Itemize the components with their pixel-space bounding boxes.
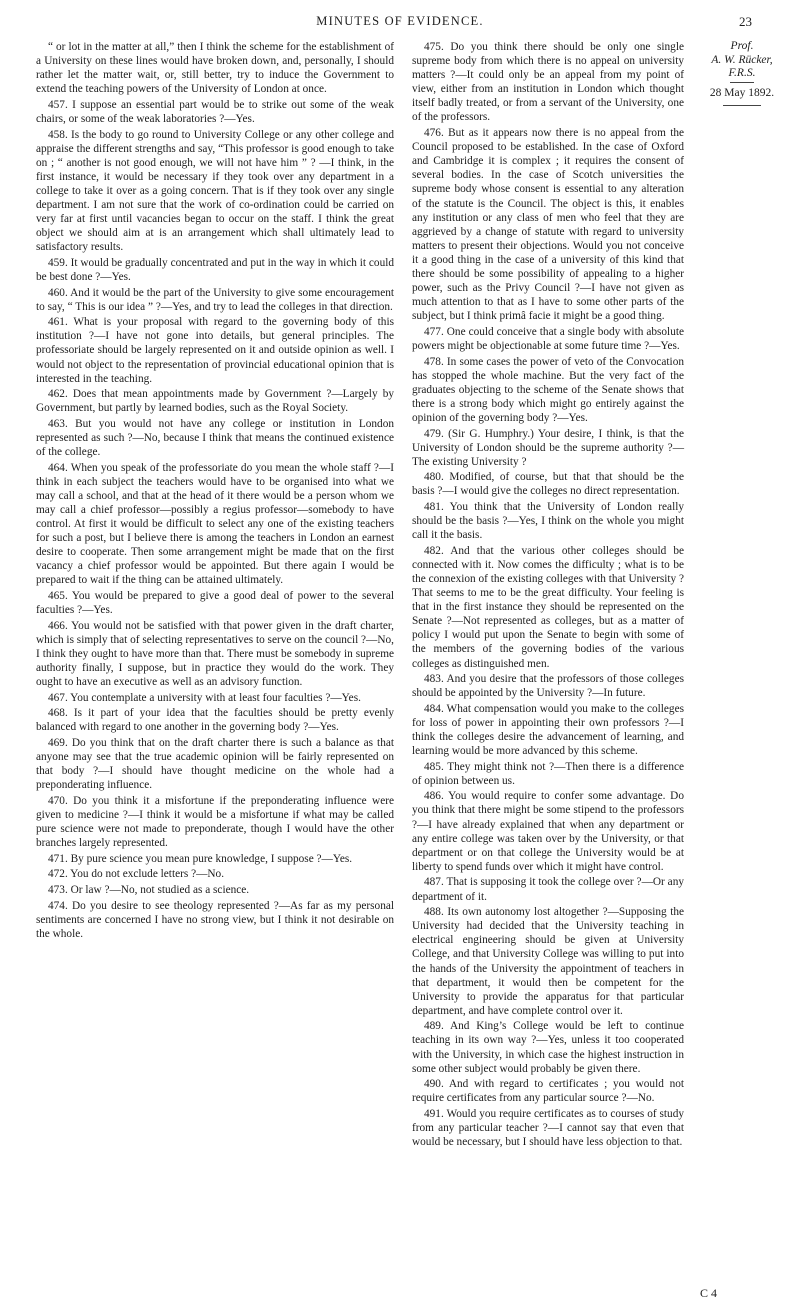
paragraph: 489. And King’s College would be left to continue teaching in its own way ?—Yes, unless it too cooperated with the University, in which case the highest instruction in some other subject would probably be given there. <box>412 1020 684 1075</box>
margin-divider <box>730 82 754 83</box>
paragraph: 475. Do you think there should be only one single supreme body from which there is no appeal on university matters ?—It could only be an appeal from my point of view, either from an institution in London which thought itself badly treated, or from a servant of the University, one of the professors. <box>412 41 684 124</box>
paragraph: 467. You contemplate a university with at least four faculties ?—Yes. <box>48 691 361 704</box>
paragraph: 469. Do you think that on the draft charter there is such a balance as that anyone may see that the true academic opinion will be fairly represented on that body ?—I should have thought medicine on the whole had a preponderating influence. <box>36 737 394 792</box>
left-column <box>36 40 394 942</box>
paragraph: 461. What is your proposal with regard to the governing body of this institution ?—I have not gone into details, but general principles. The professoriate should be largely represented on it and outside opinion as well. I would not object to the representation of provincial educational opinion that is interested in the teaching. <box>36 316 394 385</box>
paragraph: 490. And with regard to certificates ; you would not require certificates from any particular source ?—No. <box>412 1078 684 1105</box>
paragraph: 476. But as it appears now there is no appeal from the Council proposed to be established. In the case of Oxford and Cambridge it is complex ; it requires the consent of several bodies. In the case of Scotch universities the supreme body whose consent is essential to any alteration of the statute is the Council. The object is this, it enables any institution or any class of men who feel that they are aggrieved by a change of statute with regard to university matters to present their objections. Would you not conceive it a good thing in the case of a university of this kind that there should be some possibility of appealing to a higher power, such as the Privy Council ?—I have not given as much attention to that as I have to some other parts of the subject, but I think primâ facie it might be a good thing. <box>412 127 684 323</box>
witness-title: F.R.S. <box>728 67 756 79</box>
paragraph: 465. You would be prepared to give a good deal of power to the several faculties ?—Yes. <box>36 590 394 617</box>
paragraph: 483. And you desire that the professors of those colleges should be appointed by the University ?—In future. <box>412 673 684 700</box>
paragraph: “ or lot in the matter at all,” then I think the scheme for the establishment of a University on these lines would have broken down, and, personally, I should rather let the matter wait, or, still better, try to induce the Government to extend the teaching powers of the University of London at once. <box>36 41 394 96</box>
paragraph: 463. But you would not have any college or institution in London represented as such ?—No, because I think that means the continued existence of the college. <box>36 417 394 459</box>
paragraph: 457. I suppose an essential part would be to strike out some of the weak chairs, or some of the weak laboratories ?—Yes. <box>36 98 394 125</box>
paragraph: 472. You do not exclude letters ?—No. <box>48 868 225 881</box>
printer-signature: C 4 <box>700 1286 718 1300</box>
paragraph: 466. You would not be satisfied with that power given in the draft charter, which is simply that of selecting representatives to serve on the council ?—No, I think they ought to have more than that. There must be somebody in supreme authority finally, I suppose, but in practice they would do the work. They ought to have an executive as well as an advisory function. <box>36 619 394 689</box>
paragraph: 481. You think that the University of London really should be the basis ?—Yes, I think on the whole you might call it the basis. <box>412 501 684 542</box>
paragraph: 479. (Sir G. Humphry.) Your desire, I think, is that the University of London should be the supreme authority ?—The existing University ? <box>412 427 684 468</box>
paragraph: 460. And it would be the part of the University to give some encouragement to say, “ This is our idea ” ?—Yes, and try to lead the colleges in that direction. <box>36 286 394 313</box>
margin-divider <box>723 105 761 106</box>
paragraph: 464. When you speak of the professoriate do you mean the whole staff ?—I think in each subject the teachers would have to be organised into what we may call a school, and that at the head of it there would be a person whom we may call a chief professor—possibly a regius professor—somebody to have control. At first it would be difficult to select any one of the existing teachers for such a post, but I believe there is among the teachers in London an earnest desire to cooperate. Then some arrangement might be made that on the first vacancy a chief professor would be appointed. But there again I would be prepared to wait if the thing can be attained ultimately. <box>36 461 394 587</box>
paragraph: 470. Do you think it a misfortune if the preponderating influence were given to medicine ?—I think it would be a misfortune if what may be called pure science were not made to preponderate, though I would have the other branches largely represented. <box>36 794 394 850</box>
paragraph: 491. Would you require certificates as to courses of study from any particular teacher ?—I cannot say that even that would be necessary, but I should have less objection to that. <box>412 1107 684 1149</box>
paragraph: 459. It would be gradually concentrated and put in the way in which it could be best done ?—Yes. <box>36 256 394 283</box>
witness-margin-note <box>690 40 794 106</box>
paragraph: 473. Or law ?—No, not studied as a science. <box>48 883 250 896</box>
witness-role: Prof. <box>730 40 754 52</box>
running-title: MINUTES OF EVIDENCE. <box>316 14 484 28</box>
paragraph: 482. And that the various other colleges should be connected with it. Now comes the difficulty ; what is to be the connexion of the existing colleges with that University ? That seems to me to be the great difficulty. Your feeling is that in the first instance they should be represented on the Senate ?—Not represented as colleges, but as a matter of policy I would put upon the Senate to begin with some of the members of the governing bodies of the various colleges as distinguished men. <box>412 544 685 670</box>
session-date: 28 May 1892. <box>709 86 775 99</box>
paragraph: 474. Do you desire to see theology represented ?—As far as my personal sentiments are concerned I have no strong view, but I think it not desirable on the whole. <box>36 899 394 940</box>
paragraph: 477. One could conceive that a single body with absolute powers might be objectionable at some future time ?—Yes. <box>412 325 684 352</box>
page-header <box>0 14 800 34</box>
paragraph: 488. Its own autonomy lost altogether ?—Supposing the University had decided that the University teaching in electrical engineering should be given at University College, and that University College was willing to put into the hands of the University the appointment of teachers in that department, it would then be competent for the University to provide the apparatus for that particular department, and have complete control over it. <box>412 906 684 1017</box>
page-number: 23 <box>739 14 752 29</box>
paragraph: 471. By pure science you mean pure knowledge, I suppose ?—Yes. <box>48 852 353 865</box>
right-column <box>412 40 684 1151</box>
paragraph: 486. You would require to confer some advantage. Do you think that there might be some stipend to the professors ?—I have already explained that when any department or any entire college was taken over by the University, or that department or on that college the University would be at liberty to spend funds over which it might have control. <box>412 790 684 873</box>
paragraph: 462. Does that mean appointments made by Government ?—Largely by Government, but partly by learned bodies, such as the Royal Society. <box>36 388 394 415</box>
paragraph: 478. In some cases the power of veto of the Convocation has stopped the whole machine. But the very fact of the graduates objecting to the scheme of the Senate shows that there is a strong body which might go entirely against the opinion of the governing body ?—Yes. <box>412 355 684 424</box>
paragraph: 458. Is the body to go round to University College or any other college and appraise the different strengths and say, “This professor is good enough to take on ; “ another is not good enough, we will not have him ” ? —I think, in the first instance, it would be necessary if they took over any department in a college to take it over as a going concern. That is if they took over any single department. I am not sure that the work of co-ordination could be carried on very far at first until vacancies began to occur on the staff. I think the great object we should aim at is an arrangement which shall ultimately lead to satisfactory results. <box>36 128 394 254</box>
paragraph: 485. They might think not ?—Then there is a difference of opinion between us. <box>412 760 684 787</box>
witness-name: A. W. Rücker, <box>711 53 773 66</box>
paragraph: 487. That is supposing it took the college over ?—Or any department of it. <box>412 876 684 903</box>
paragraph: 480. Modified, of course, but that that should be the basis ?—I would give the colleges no direct representation. <box>412 471 684 498</box>
paragraph: 468. Is it part of your idea that the faculties should be pretty evenly balanced with regard to one another in the governing body ?—Yes. <box>36 707 394 734</box>
paragraph: 484. What compensation would you make to the colleges for loss of power in appointing their own professors ?—I think the colleges desire the advancement of learning, and learning would be more advanced by this scheme. <box>412 702 684 758</box>
